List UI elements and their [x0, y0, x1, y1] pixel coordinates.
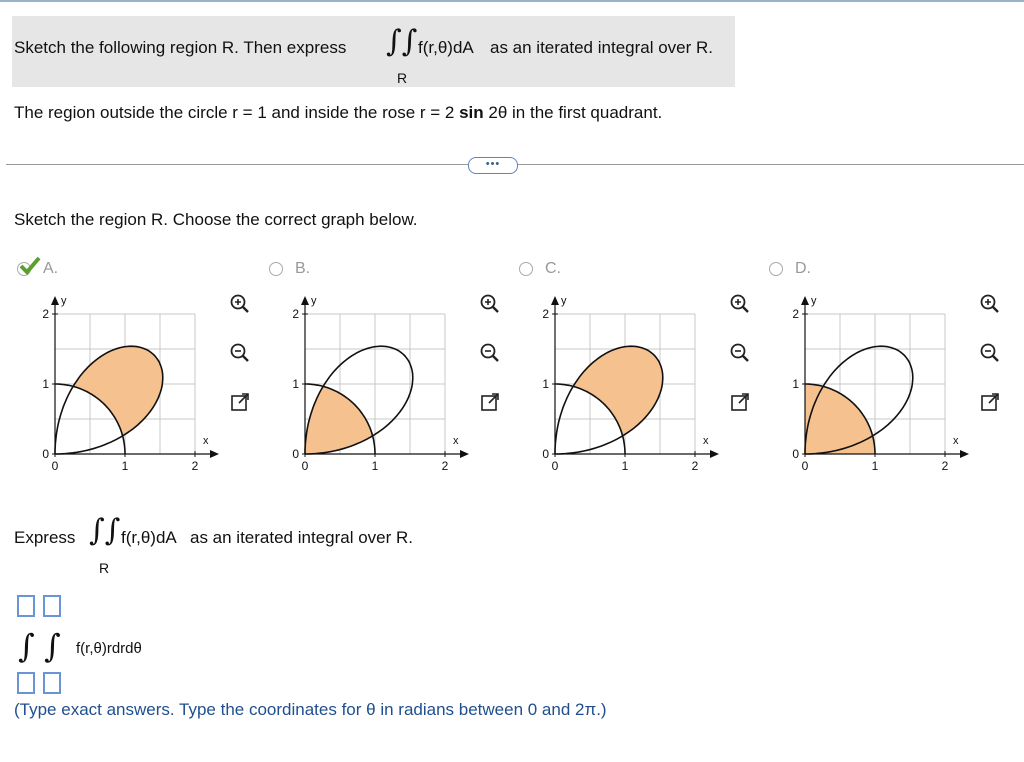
- y-tick-label: 2: [42, 307, 49, 321]
- shaded-region: [305, 386, 373, 454]
- outer-lower-limit-input[interactable]: [17, 672, 35, 694]
- region-description: The region outside the circle r = 1 and inside the rose r = 2 sin 2θ in the first quadrant.: [14, 103, 663, 122]
- outer-integral-symbol: ∫: [18, 627, 35, 665]
- shaded-region: [805, 384, 875, 454]
- x-tick-label: 2: [691, 459, 699, 473]
- inner-upper-limit-input[interactable]: [43, 595, 61, 617]
- x-axis-arrow: [460, 450, 469, 458]
- option-b-radio[interactable]: [269, 262, 283, 276]
- option-c-label: C.: [545, 260, 561, 277]
- express-subscript: R: [99, 560, 110, 576]
- y-tick-label: 2: [292, 307, 299, 321]
- y-tick-label: 0: [792, 447, 799, 461]
- expand-icon[interactable]: [980, 392, 1000, 412]
- x-tick-label: 0: [51, 459, 59, 473]
- expand-icon[interactable]: [480, 392, 500, 412]
- option-c[interactable]: [519, 260, 579, 280]
- zoom-out-icon[interactable]: [980, 343, 1000, 363]
- x-tick-label: 1: [871, 459, 879, 473]
- option-d-label: D.: [795, 260, 811, 277]
- zoom-out-icon[interactable]: [730, 343, 750, 363]
- zoom-in-icon[interactable]: [730, 294, 750, 314]
- iterated-integrand: f(r,θ)rdrdθ: [76, 640, 142, 657]
- y-tick-label: 0: [292, 447, 299, 461]
- option-d-radio[interactable]: [769, 262, 783, 276]
- graph-d: [775, 290, 975, 475]
- y-axis-label: y: [311, 295, 317, 307]
- express-suffix: as an iterated integral over R.: [190, 528, 414, 547]
- express-label: Express: [14, 528, 76, 547]
- more-button[interactable]: •••: [468, 157, 518, 174]
- x-axis-label: x: [203, 435, 209, 447]
- y-axis-arrow: [801, 296, 809, 305]
- y-tick-label: 1: [792, 377, 799, 391]
- option-c-radio[interactable]: [519, 262, 533, 276]
- x-tick-label: 2: [441, 459, 449, 473]
- double-integral-symbol: ∫∫: [89, 513, 121, 548]
- y-axis-arrow: [51, 296, 59, 305]
- question-prefix: Sketch the following region R. Then express: [14, 38, 347, 57]
- expand-icon[interactable]: [230, 392, 250, 412]
- x-axis-label: x: [703, 435, 709, 447]
- double-integral-symbol: ∫∫: [386, 24, 418, 59]
- region-subscript: R: [397, 70, 408, 86]
- inner-lower-limit-input[interactable]: [43, 672, 61, 694]
- y-tick-label: 0: [42, 447, 49, 461]
- x-axis-label: x: [453, 435, 459, 447]
- x-tick-label: 0: [551, 459, 559, 473]
- zoom-in-icon[interactable]: [980, 294, 1000, 314]
- x-tick-label: 1: [371, 459, 379, 473]
- zoom-in-icon[interactable]: [230, 294, 250, 314]
- outer-upper-limit-input[interactable]: [17, 595, 35, 617]
- express-integrand: f(r,θ)dA: [121, 528, 177, 547]
- x-tick-label: 1: [121, 459, 129, 473]
- x-tick-label: 0: [301, 459, 309, 473]
- x-axis-arrow: [710, 450, 719, 458]
- x-axis-arrow: [210, 450, 219, 458]
- option-a[interactable]: [17, 260, 77, 280]
- y-tick-label: 0: [542, 447, 549, 461]
- option-b-label: B.: [295, 260, 311, 277]
- x-tick-label: 2: [941, 459, 949, 473]
- zoom-out-icon[interactable]: [480, 343, 500, 363]
- y-tick-label: 1: [542, 377, 549, 391]
- zoom-in-icon[interactable]: [480, 294, 500, 314]
- y-tick-label: 1: [42, 377, 49, 391]
- y-tick-label: 1: [292, 377, 299, 391]
- x-tick-label: 1: [621, 459, 629, 473]
- question-suffix: as an iterated integral over R.: [490, 38, 714, 57]
- y-axis-label: y: [811, 295, 817, 307]
- x-tick-label: 0: [801, 459, 809, 473]
- y-axis-label: y: [561, 295, 567, 307]
- zoom-out-icon[interactable]: [230, 343, 250, 363]
- y-axis-arrow: [551, 296, 559, 305]
- option-a-label: A.: [43, 260, 59, 277]
- inner-integral-symbol: ∫: [44, 627, 61, 665]
- y-axis-label: y: [61, 295, 67, 307]
- y-axis-arrow: [301, 296, 309, 305]
- option-d[interactable]: [769, 260, 829, 280]
- checkmark-icon: [17, 256, 43, 276]
- question-integrand: f(r,θ)dA: [418, 38, 474, 57]
- y-tick-label: 2: [542, 307, 549, 321]
- answer-note: (Type exact answers. Type the coordinates for θ in radians between 0 and 2π.): [14, 700, 607, 719]
- graph-b: [275, 290, 475, 475]
- y-tick-label: 2: [792, 307, 799, 321]
- x-tick-label: 2: [191, 459, 199, 473]
- graph-c: [525, 290, 725, 475]
- option-b[interactable]: [269, 260, 329, 280]
- x-axis-arrow: [960, 450, 969, 458]
- x-axis-label: x: [953, 435, 959, 447]
- part1-prompt: Sketch the region R. Choose the correct graph below.: [14, 210, 418, 229]
- graph-a: [25, 290, 225, 475]
- expand-icon[interactable]: [730, 392, 750, 412]
- top-border: [0, 0, 1024, 2]
